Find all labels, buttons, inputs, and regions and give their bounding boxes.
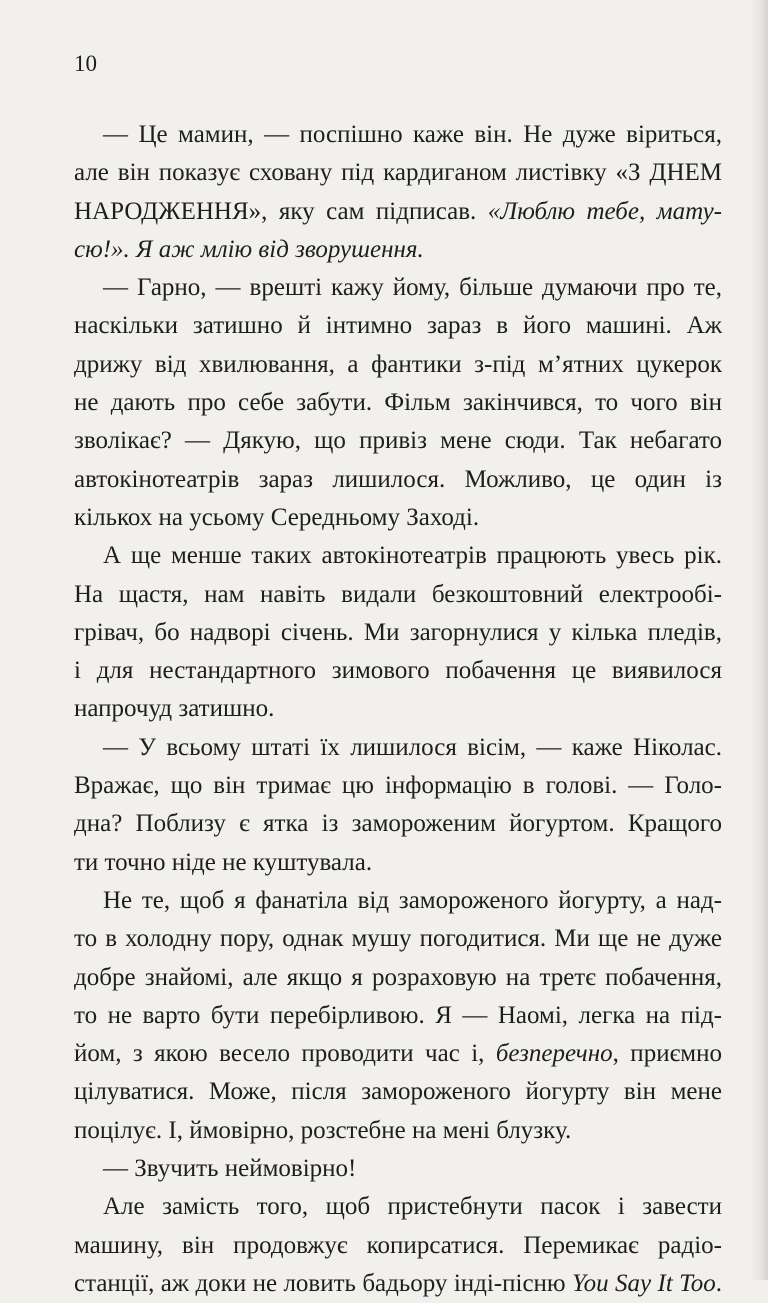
text-run: , приємно <box>612 1040 722 1068</box>
text-line: то не варто бути перебірливою. Я — Наомі, легка на під- <box>74 1001 722 1029</box>
text-line: Не те, щоб я фанатіла від замороженого йогурту, а над- <box>103 886 722 914</box>
text-line: наскільки затишно й інтимно зараз в його машині. Аж <box>74 312 722 340</box>
text-run: станції, аж доки не ловить бадьору інді-пісню <box>74 1269 566 1297</box>
page-edge-shadow <box>750 0 768 1280</box>
text-line: Але замість того, щоб пристебнути пасок і завести <box>103 1193 722 1221</box>
text-line: На щастя, нам навіть видали безкоштовний електрообі- <box>74 580 722 608</box>
text-line: зволікає? — Дякую, що привіз мене сюди. Так небагато <box>74 427 722 455</box>
text-line: дрижу від хвилювання, а фантики з-під м’ятних цукерок <box>74 350 722 378</box>
italic-run: You Say It Too <box>572 1269 716 1297</box>
text-line: автокінотеатрів зараз лишилося. Можливо, це один із <box>74 465 722 493</box>
text-line: машину, він продовжує копирсатися. Перемикає радіо- <box>74 1231 722 1259</box>
text-line: і для нестандартного зимового побачення це виявилося <box>74 657 722 685</box>
text-line: кількох на усьому Середньому Заході. <box>74 503 480 531</box>
italic-run: «Люблю тебе, мату- <box>487 197 722 225</box>
text-line: А ще менше таких автокінотеатрів працюють увесь рік. <box>103 542 722 570</box>
text-line: але він показує сховану під кардиганом листівку «З ДНЕМ <box>74 159 722 187</box>
text-line: — Звучить неймовірно! <box>103 1155 357 1183</box>
text-line <box>74 1265 722 1303</box>
text-line: дна? Поблизу є ятка із замороженим йогуртом. Кращого <box>74 810 722 838</box>
text-line: — Це мамин, — поспішно каже він. Не дуже віриться, <box>103 121 722 148</box>
text-line: не дають про себе забути. Фільм закінчився, то чого він <box>74 389 722 417</box>
text-line: цілуватися. Може, після замороженого йогурту він мене <box>74 1078 722 1106</box>
text-line <box>74 1035 722 1073</box>
text-line <box>74 193 722 231</box>
text-line: напрочуд затишно. <box>74 695 275 723</box>
italic-run: безперечно <box>495 1040 613 1068</box>
text-line: то в холодну пору, однак мушу погодитися. Ми ще не дуже <box>74 925 722 953</box>
text-line: — У всьому штаті їх лишилося вісім, — каже Ніколас. <box>103 733 722 761</box>
text-line: добре знайомі, але якщо я розраховую на третє побачення, <box>74 963 722 991</box>
text-run: йом, з якою весело проводити час і, <box>74 1040 485 1068</box>
text-run: НАРОДЖЕННЯ», яку сам підписав. <box>74 197 477 225</box>
body-text <box>74 116 722 1303</box>
text-line: ти точно ніде не куштувала. <box>74 848 373 876</box>
page-number: 10 <box>74 51 97 76</box>
text-line: Вражає, що він тримає цю інформацію в голові. — Голо- <box>74 772 722 800</box>
text-line: сю!». Я аж млію від зворушення. <box>74 235 424 263</box>
text-line: поцілує. І, ймовірно, розстебне на мені блузку. <box>74 1116 572 1144</box>
text-run: . <box>715 1269 723 1297</box>
text-line: грівач, бо надворі січень. Ми загорнулися у кілька пледів, <box>74 618 722 646</box>
text-line: — Гарно, — врешті кажу йому, більше думаючи про те, <box>103 274 722 302</box>
